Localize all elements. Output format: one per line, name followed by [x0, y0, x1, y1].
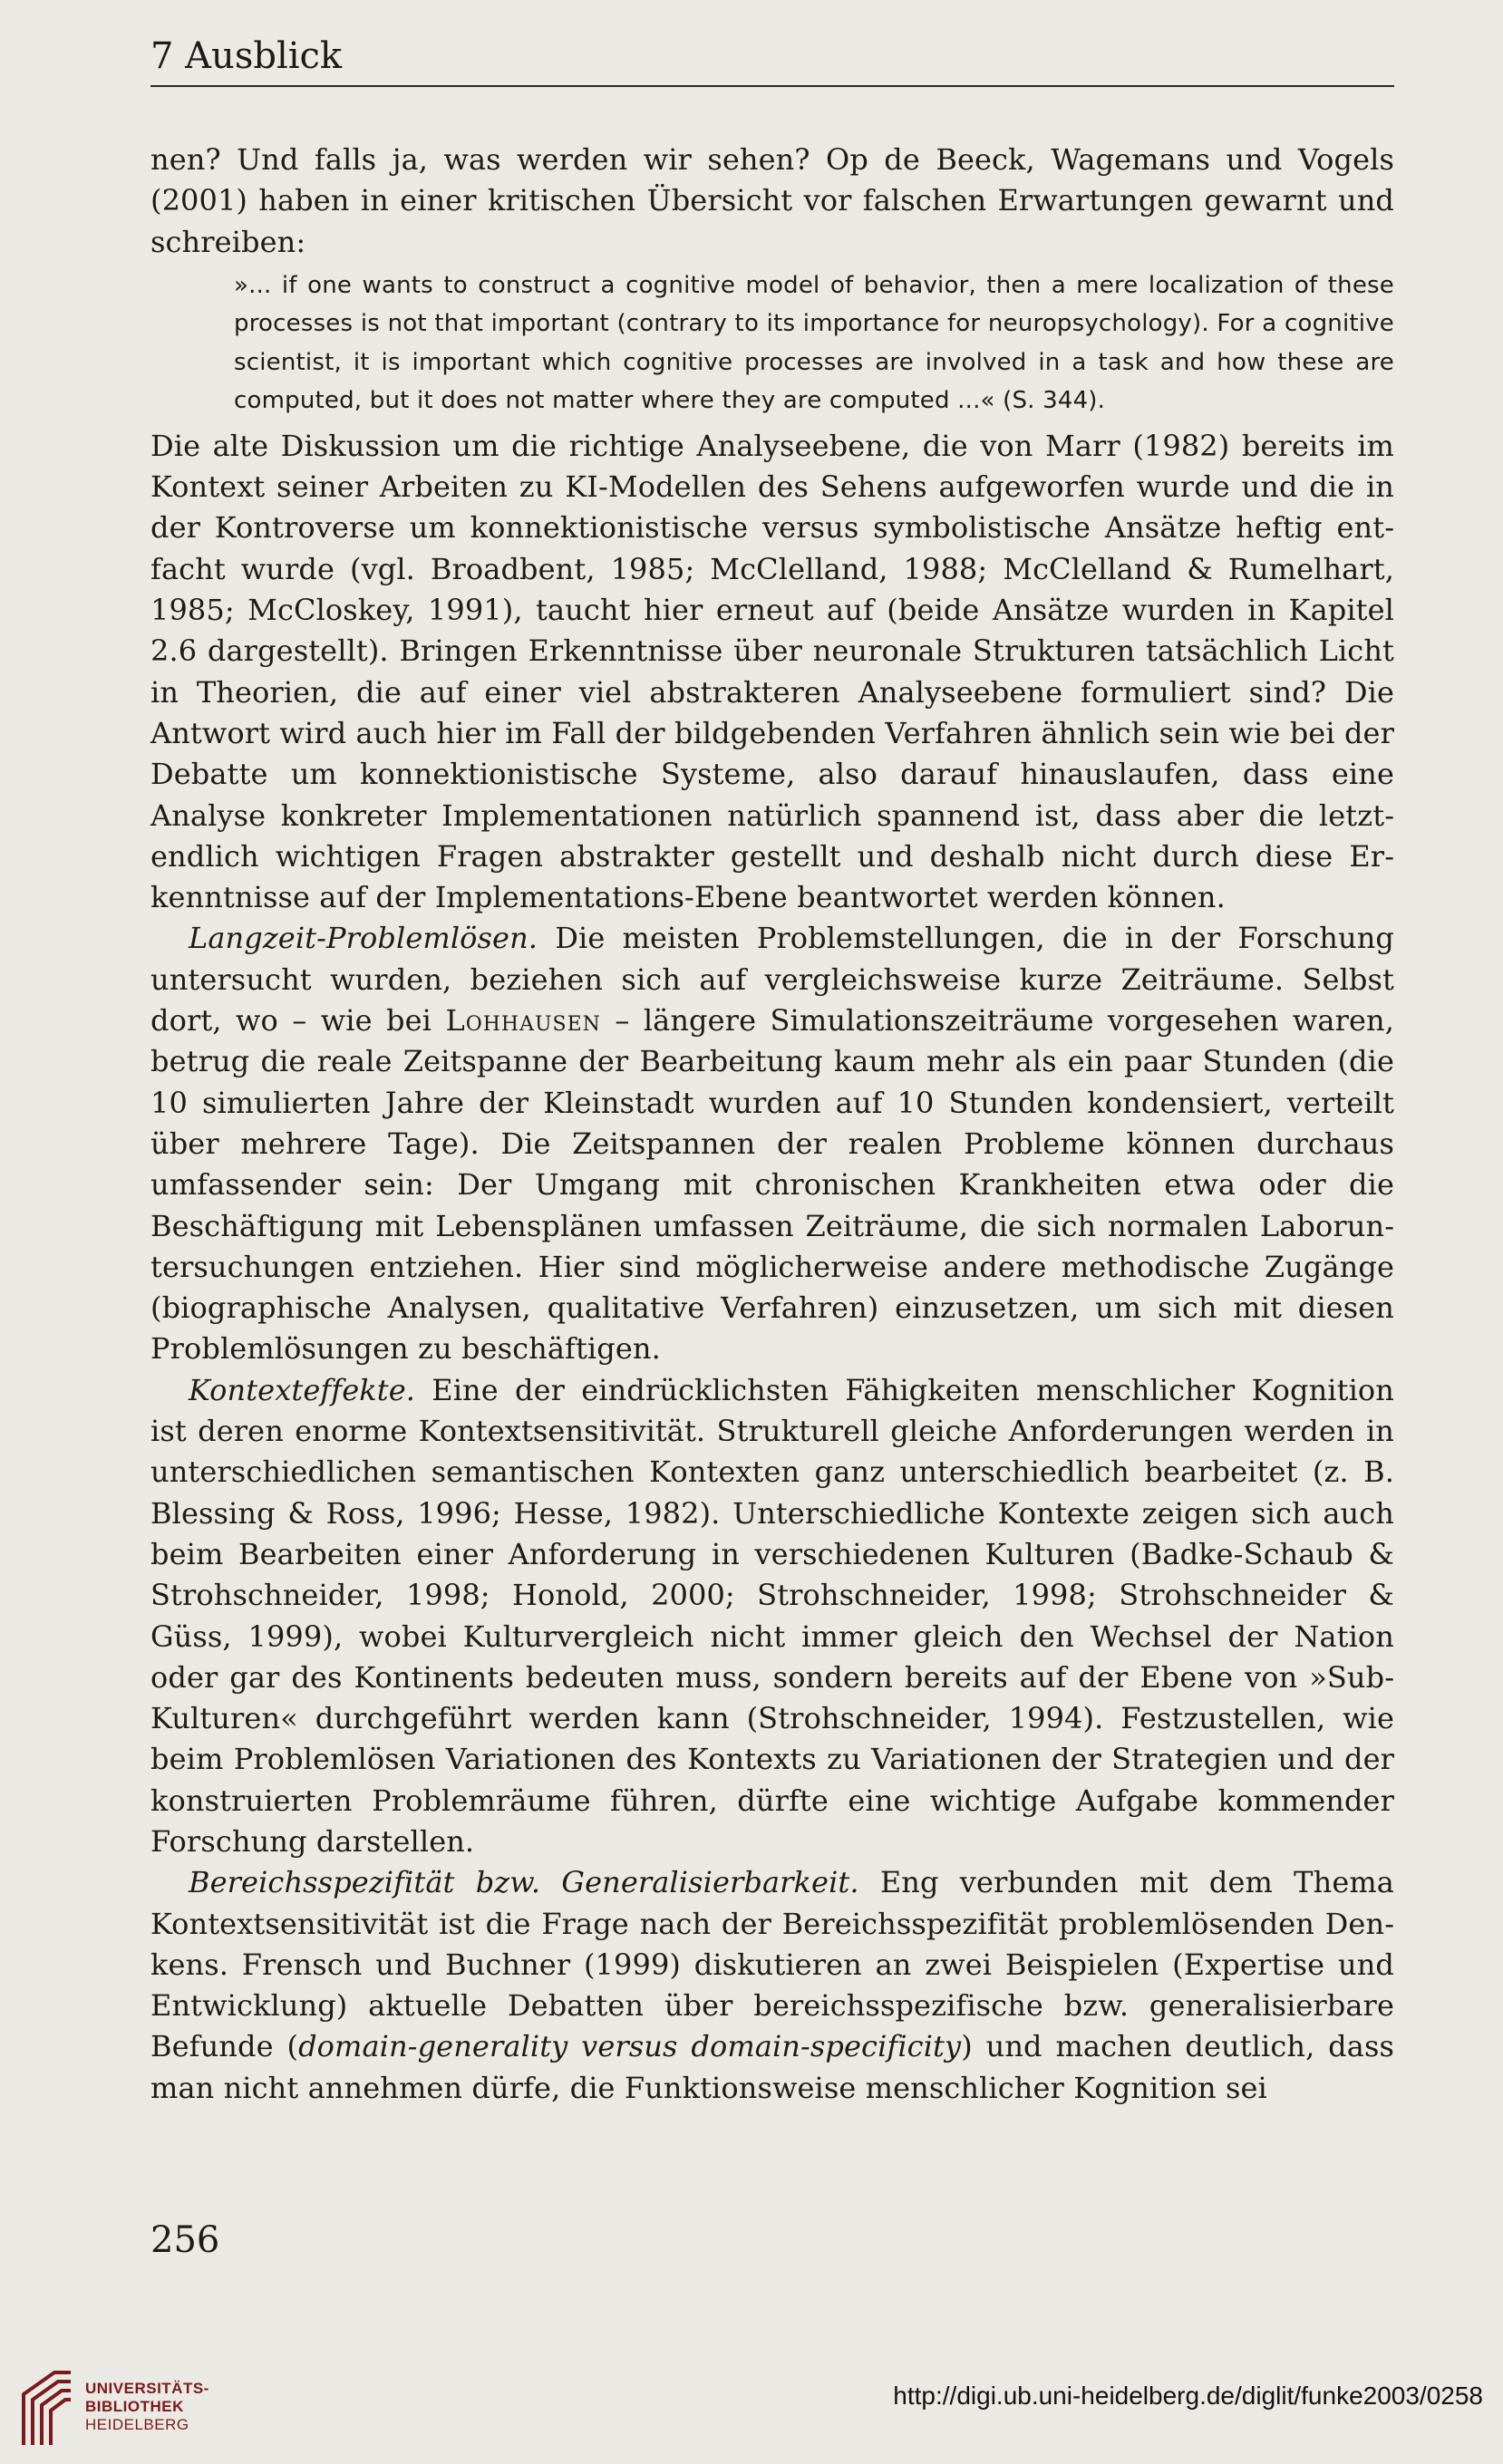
paragraph-text: Eine der eindrücklichsten Fähigkeiten menschlicher Kognition ist deren enorme Kontextsensitivität. Strukturell gleiche Anforderungen werden in unterschiedlichen semantischen Kontexten ganz unterschiedlich bearbeitet (z. B. Blessing & Ross, 1996; Hesse, 1982). Unterschiedliche Kontexte zeigen sich auch beim Bearbeiten einer Anforderung in verschiedenen Kulturen (Badke-Schaub & Strohschneider, 1998; Honold, 2000; Strohschneider, 1998; Strohschneider & Güss, 1999), wobei Kulturvergleich nicht immer gleich den Wechsel der Nation oder gar des Kontinents bedeuten muss, sondern bereits auf der Ebene von »SubKulturen« durchgeführt werden kann (Strohschneider, 1994). Festzustellen, wie beim Problemlösen Variationen des Kontexts zu Variationen der Strategien und der konstruierten Problemräume führen, dürfte eine wichtige Aufgabe kommender Forschung darstellen. [150, 1372, 1394, 1859]
body-text [150, 140, 1394, 2109]
paragraph-text: Eng verbunden mit dem Thema Kontextsensitivität ist die Frage nach der Bereichsspezifität problemlösenden Denkens. Frensch und Buchner (1999) diskutieren an zwei Beispielen (Expertise und Entwicklung) aktuelle Debatten über bereichsspezifische bzw. generalisierbare Befunde ( [150, 1865, 1394, 2064]
section-heading-long-term: Langzeit-Problemlösen. [189, 921, 538, 956]
paragraph-text: Die meisten Problemstellungen, die in der Forschung untersucht wurden, beziehen sich auf vergleichsweise kurze Zeiträume. Selbst dort, wo – wie bei [150, 921, 1394, 1039]
logo-line-2: BIBLIOTHEK [85, 2398, 184, 2415]
paragraph-intro: nen? Und falls ja, was werden wir sehen? Op de Beeck, Wagemans und Vogels (2001) haben in einer kritischen Übersicht vor falschen Erwartungen gewarnt und schreiben: [150, 142, 1394, 259]
paragraph-text: ) und machen deutlich, dass man nicht annehmen dürfe, die Funktionsweise menschlicher Kognition sei [150, 2029, 1394, 2105]
lohhausen-term: Lohhausen [445, 1003, 601, 1039]
paragraph-text: – längere Simulationszeiträume vorgesehen waren, betrug die reale Zeitspanne der Bearbeitung kaum mehr als ein paar Stunden (die 10 simulierten Jahre der Kleinstadt wurden auf 10 Stunden kondensiert, verteilt über mehrere Tage). Die Zeitspannen der realen Probleme können durchaus umfassender sein: Der Umgang mit chronischen Krankheiten etwa oder die Beschäftigung mit Lebensplänen umfassen Zeiträume, die sich normalen Laboruntersuchungen entziehen. Hier sind möglicherweise andere methodische Zugänge (biographische Analysen, qualitative Verfahren) einzusetzen, um sich mit diesen Problemlösungen zu beschäftigen. [150, 1003, 1394, 1367]
running-header: 7 Ausblick [150, 33, 1394, 87]
domain-terms: domain-generality versus domain-specificity [298, 2029, 962, 2064]
block-quote: »... if one wants to construct a cognitive model of behavior, then a mere localization of these processes is not that important (contrary to its importance for neuropsychology). For a cognitive scientist, it is important which cognitive processes are involved in a task and how these are computed, but it does not matter where they are computed ...« (S. 344). [234, 271, 1394, 415]
paragraph-domain-specificity [150, 1862, 1394, 2109]
paragraph-context-effects [150, 1370, 1394, 1863]
paragraph-long-term-problem-solving [150, 918, 1394, 1369]
library-logo-text [85, 2380, 209, 2434]
section-heading-context: Kontexteffekte. [189, 1372, 416, 1407]
section-heading-domain: Bereichsspezifität bzw. Generalisierbarkeit. [189, 1865, 859, 1900]
logo-line-1: UNIVERSITÄTS- [85, 2380, 209, 2397]
logo-line-3: HEIDELBERG [85, 2416, 189, 2433]
paragraph-analysis-level: Die alte Diskussion um die richtige Analyseebene, die von Marr (1982) bereits im Kontext seiner Arbeiten zu KI-Modellen des Sehens aufgeworfen wurde und die in der Kontroverse um konnektionistische versus symbolistische Ansätze heftig entfacht wurde (vgl. Broadbent, 1985; McClelland, 1988; McClelland & Rumelhart, 1985; McCloskey, 1991), taucht hier erneut auf (beide Ansätze wurden in Kapitel 2.6 dargestellt). Bringen Erkenntnisse über neuronale Strukturen tatsächlich Licht in Theorien, die auf einer viel abstrakteren Analyseebene formuliert sind? Die Antwort wird auch hier im Fall der bildgebenden Verfahren ähnlich sein wie bei der Debatte um konnektionistische Systeme, also darauf hinauslaufen, dass eine Analyse konkreter Implementationen natürlich spannend ist, dass aber die letztendlich wichtigen Fragen abstrakter gestellt und deshalb nicht durch diese Erkenntnisse auf der Implementations-Ebene beantwortet werden können. [150, 428, 1394, 915]
page-number: 256 [150, 2219, 220, 2261]
library-logo-icon [18, 2367, 76, 2449]
source-url-link[interactable]: http://digi.ub.uni-heidelberg.de/diglit/funke2003/0258 [893, 2382, 1483, 2410]
library-logo[interactable] [18, 2367, 218, 2449]
